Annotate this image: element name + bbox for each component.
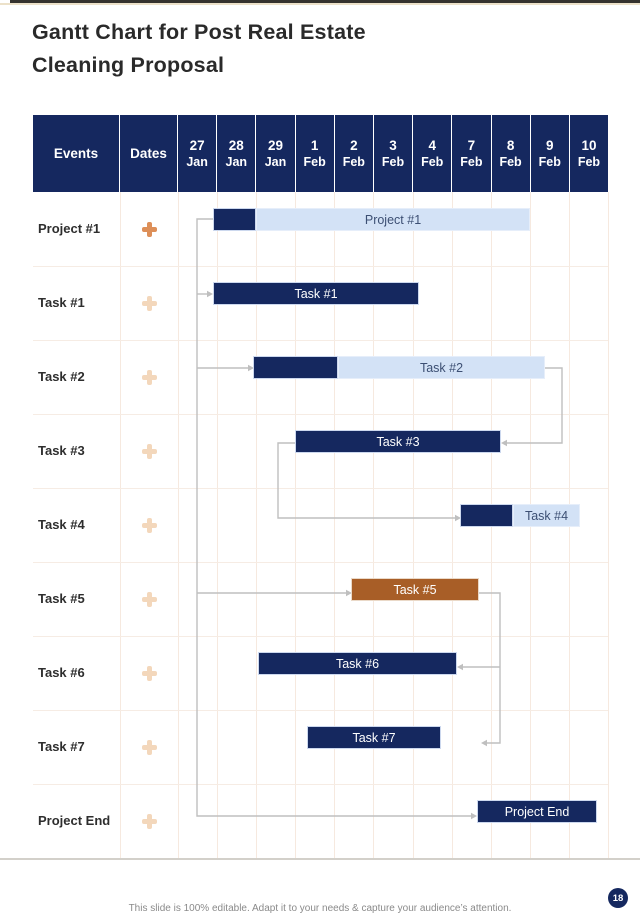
plus-icon: [142, 814, 157, 829]
plus-icon: [142, 444, 157, 459]
event-label: Task #2: [38, 369, 85, 384]
gantt-bar[interactable]: Task #1: [213, 282, 419, 305]
event-label: Task #4: [38, 517, 85, 532]
add-date-button[interactable]: [120, 192, 178, 266]
gantt-bar[interactable]: Task #6: [258, 652, 457, 675]
footer-note: This slide is 100% editable. Adapt it to your needs & capture your audience’s attention.: [128, 903, 512, 914]
plus-icon: [142, 296, 157, 311]
event-label: Task #6: [38, 665, 85, 680]
event-label: Project End: [38, 813, 111, 828]
gantt-bar[interactable]: Project #1: [256, 208, 530, 231]
arrowhead-icon: [501, 440, 507, 446]
plus-icon: [142, 518, 157, 533]
grid-line-vertical: [452, 192, 453, 858]
page-number-badge: 18: [608, 888, 628, 908]
connector-line: [507, 368, 562, 443]
event-label: Task #7: [38, 739, 85, 754]
date-column-header: 8 Feb: [492, 115, 531, 192]
add-date-button[interactable]: [120, 636, 178, 710]
date-column-header: 9 Feb: [531, 115, 570, 192]
grid-line-vertical: [178, 192, 179, 858]
gantt-bar[interactable]: Task #7: [307, 726, 441, 749]
gantt-bar[interactable]: [213, 208, 256, 231]
dates-column-header: Dates: [120, 115, 178, 192]
date-column-header: 10 Feb: [577, 137, 601, 169]
add-date-button[interactable]: [120, 784, 178, 858]
plus-icon: [142, 740, 157, 755]
plus-icon: [142, 666, 157, 681]
date-column-header: 4 Feb: [413, 115, 452, 192]
event-label: Task #1: [38, 295, 85, 310]
date-column-header: 27 Jan: [178, 115, 217, 192]
events-column-header: Events: [33, 115, 120, 192]
connector-line: [278, 443, 455, 518]
event-label: Project #1: [38, 221, 101, 236]
event-label: Task #5: [38, 591, 85, 606]
arrowhead-icon: [481, 740, 487, 746]
gantt-bar[interactable]: Task #3: [295, 430, 501, 453]
top-rule-accent: [0, 3, 640, 5]
add-date-button[interactable]: [120, 710, 178, 784]
date-column-header: 2 Feb: [335, 115, 374, 192]
date-column-header: 7 Feb: [452, 115, 491, 192]
arrowhead-icon: [457, 664, 463, 670]
date-column-header: 29 Jan: [256, 115, 295, 192]
table-bottom-border: [0, 858, 640, 860]
date-column-header: 28 Jan: [217, 115, 256, 192]
connector-line: [479, 593, 500, 743]
gantt-bar[interactable]: Task #4: [513, 504, 580, 527]
add-date-button[interactable]: [120, 340, 178, 414]
gantt-bar[interactable]: Project End: [477, 800, 597, 823]
event-label: Task #3: [38, 443, 85, 458]
add-date-button[interactable]: [120, 266, 178, 340]
gantt-bar[interactable]: Task #2: [338, 356, 545, 379]
page-title: Gantt Chart for Post Real Estate Cleaning Proposal: [32, 20, 366, 77]
add-date-button[interactable]: [120, 488, 178, 562]
plus-icon: [142, 222, 157, 237]
plus-icon: [142, 370, 157, 385]
add-date-button[interactable]: [120, 562, 178, 636]
gantt-bar[interactable]: [460, 504, 513, 527]
date-column-header: 1 Feb: [296, 115, 335, 192]
grid-line-vertical: [608, 192, 609, 858]
date-column-header: 3 Feb: [374, 115, 413, 192]
gantt-bar[interactable]: Task #5: [351, 578, 479, 601]
gantt-header-row: [33, 115, 608, 192]
add-date-button[interactable]: [120, 414, 178, 488]
plus-icon: [142, 592, 157, 607]
gantt-bar[interactable]: [253, 356, 338, 379]
